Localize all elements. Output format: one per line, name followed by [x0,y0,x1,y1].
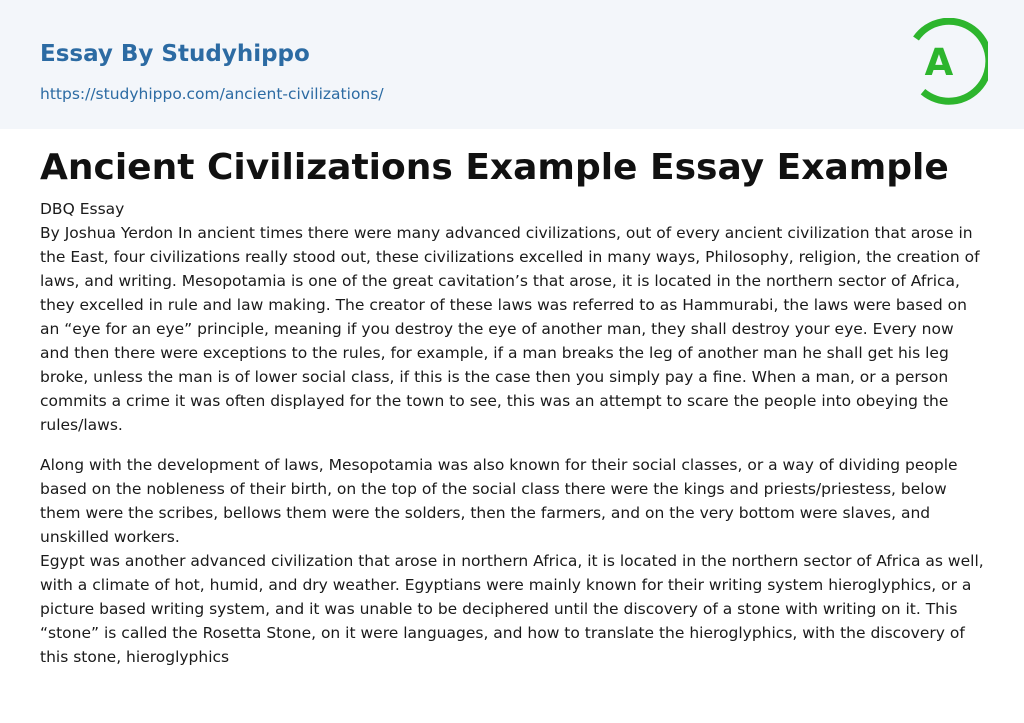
logo-letter: A [924,41,954,84]
essay-paragraph-1: By Joshua Yerdon In ancient times there were many advanced civilizations, out of every ancient civilization that arose in the East, four civilizations really stood out, these civilizations excelled in many ways, Philosophy, religion, the creation of laws, and writing. Mesopotamia is one of the great cavitation’s that arose, it is located in the northern sector of Africa, they excelled in rule and law making. The creator of these laws was referred to as Hammurabi, the laws were based on an “eye for an eye” principle, meaning if you destroy the eye of another man, they shall destroy your eye. Every now and then there were exceptions to the rules, for example, if a man breaks the leg of another man he shall get his leg broke, unless the man is of lower social class, if this is the case then you simply pay a fine. When a man, or a person commits a crime it was often displayed for the town to see, this was an attempt to scare the people into obeying the rules/laws. [40,224,980,434]
site-header [0,0,1024,129]
essay-paragraph-3: Egypt was another advanced civilization that arose in northern Africa, it is located in the northern sector of Africa as well, with a climate of hot, humid, and dry weather. Egyptians were mainly known for their writing system hieroglyphics, or a picture based writing system, and it was unable to be deciphered until the discovery of a stone with writing on it. This “stone” is called the Rosetta Stone, on it were languages, and how to translate the hieroglyphics, with the discovery of this stone, hieroglyphics [40,552,984,666]
studyhippo-logo[interactable] [910,18,988,106]
source-url-link[interactable]: https://studyhippo.com/ancient-civilizations/ [40,85,384,103]
site-title[interactable]: Essay By Studyhippo [40,41,310,67]
essay-type-label: DBQ Essay [40,200,125,218]
essay-content [0,129,1024,669]
essay-paragraph-2: Along with the development of laws, Mesopotamia was also known for their social classes, or a way of dividing people based on the nobleness of their birth, on the top of the social class there were the kings and priests/priestess, below them were the scribes, bellows them were the solders, then the farmers, and on the very bottom were slaves, and unskilled workers. [40,456,958,546]
page-title: Ancient Civilizations Example Essay Example [40,147,949,188]
